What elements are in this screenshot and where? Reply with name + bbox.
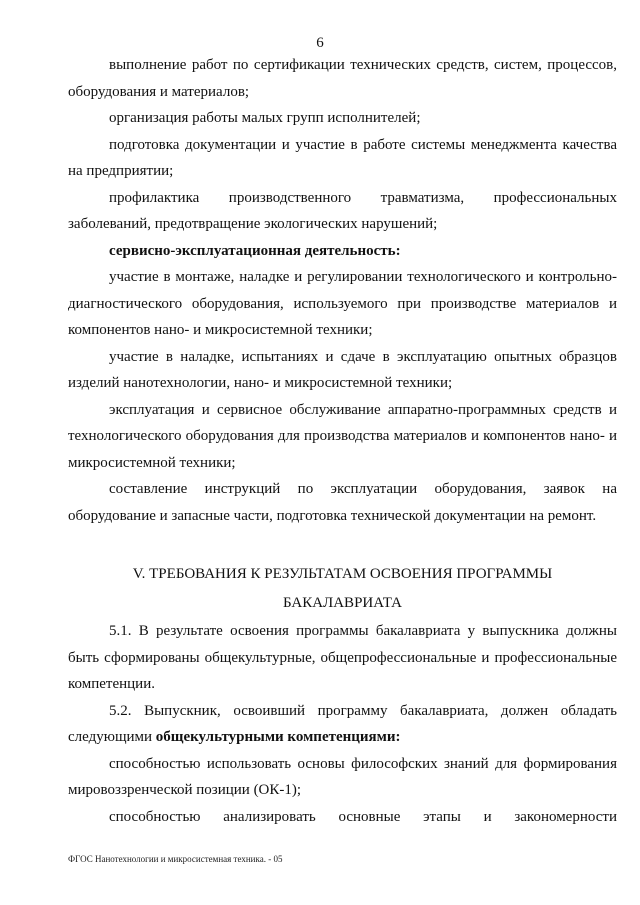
page-content (68, 52, 617, 830)
paragraph-5-2-text: 5.2. Выпускник, освоивший программу бакалавриата, должен обладать следующими (68, 702, 617, 745)
section-gap (68, 529, 617, 561)
paragraph-5-2 (68, 698, 617, 751)
paragraph-testing: участие в наладке, испытаниях и сдаче в эксплуатацию опытных образцов изделий нанотехнологии, нано- и микросистемной техники; (68, 348, 617, 391)
section-title-service: сервисно-эксплуатационная деятельность: (109, 242, 401, 259)
section-heading-line2: БАКАЛАВРИАТА (282, 594, 403, 611)
page-number: 6 (316, 35, 324, 51)
paragraph-5-1: 5.1. В результате освоения программы бакалавриата у выпускника должны быть сформированы общекультурные, общепрофессиональные и профессиональные компетенции. (68, 623, 617, 692)
paragraph-small-groups: организация работы малых групп исполнителей; (109, 110, 421, 126)
paragraph-installation: участие в монтаже, наладке и регулировании технологического и контрольно-диагностического оборудования, используемого при производстве материалов и компонентов нано- и микросистемной техники; (68, 269, 617, 338)
page-footer: ФГОС Нанотехнологии и микросистемная техника. - 05 (68, 854, 283, 864)
paragraph-prevention: профилактика производственного травматизма, профессиональных заболеваний, предотвращение экологических нарушений; (68, 189, 617, 232)
paragraph-ok-1: способностью использовать основы философских знаний для формирования мировоззренческой позиции (ОК-1); (68, 755, 617, 798)
paragraph-instructions: составление инструкций по эксплуатации оборудования, заявок на оборудование и запасные части, подготовка технической документации на ремонт. (68, 481, 617, 524)
paragraph-certification: выполнение работ по сертификации технических средств, систем, процессов, оборудования и материалов; (68, 57, 617, 100)
paragraph-maintenance: эксплуатация и сервисное обслуживание аппаратно-программных средств и технологического оборудования для производства материалов и компонентов нано- и микросистемной техники; (68, 401, 617, 471)
section-heading-line1: V. ТРЕБОВАНИЯ К РЕЗУЛЬТАТАМ ОСВОЕНИЯ ПРОГРАММЫ (132, 566, 553, 582)
paragraph-5-2-bold: общекультурными компетенциями: (155, 729, 401, 745)
paragraph-quality-docs: подготовка документации и участие в работе системы менеджмента качества на предприятии; (68, 136, 617, 179)
paragraph-ok-2-start: способностью анализировать основные этапы и закономерности (109, 808, 617, 825)
